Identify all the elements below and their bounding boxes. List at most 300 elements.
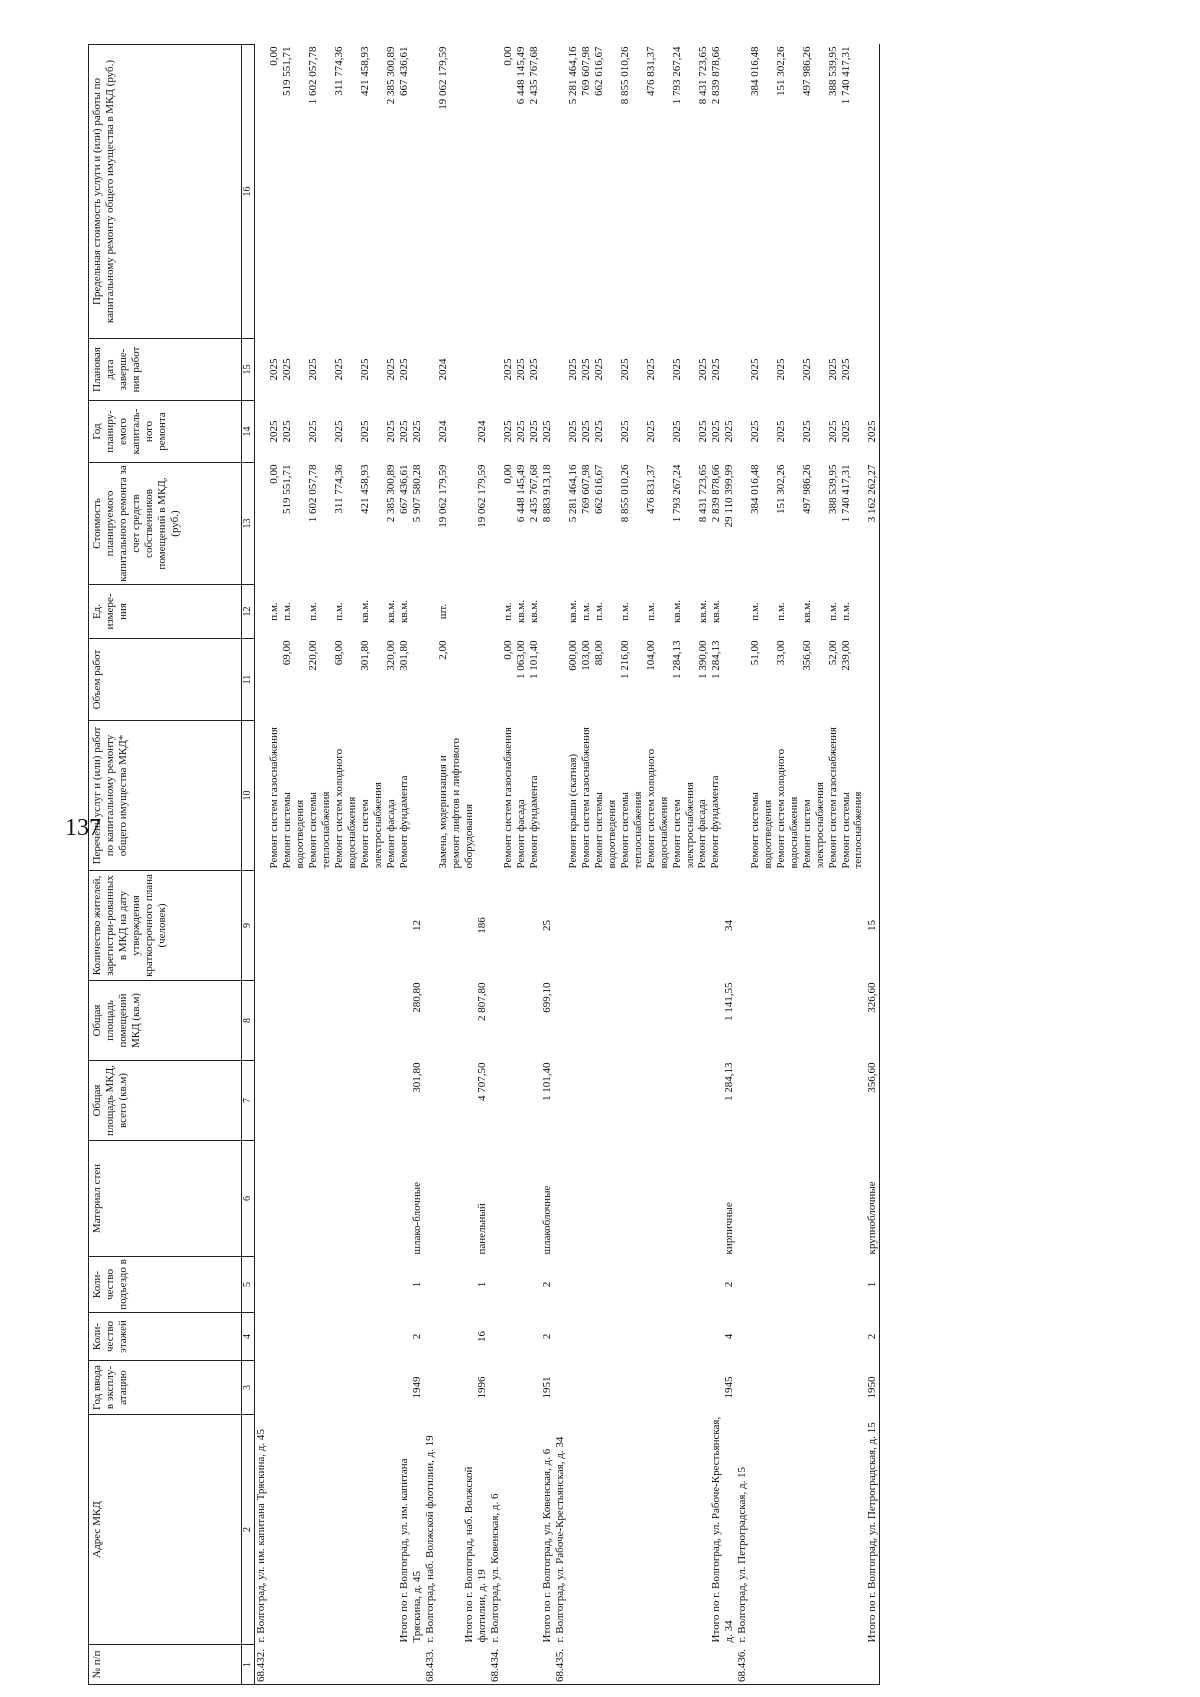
work-volume: 301,80: [397, 640, 410, 671]
column-number: 4: [242, 1313, 255, 1361]
column-number: 6: [242, 1141, 255, 1257]
empty-cell: [554, 45, 567, 339]
empty-cell: [424, 639, 437, 721]
work-end-date: 2025: [618, 358, 631, 381]
work-name: Ремонт фасада: [514, 799, 527, 869]
capital-repair-table: [88, 44, 880, 1685]
total-label: Итого по г. Волгоград, ул. Ковенская, д. 6: [540, 1448, 553, 1643]
total-year: 2025: [540, 420, 553, 443]
work-end-date: 2025: [306, 358, 319, 381]
work-end-date: 2025: [501, 358, 514, 381]
work-end-dates: [437, 339, 489, 401]
work-year: 2025: [306, 420, 319, 443]
empty-cell: [437, 1645, 489, 1685]
work-limit-cost: 421 458,93: [358, 46, 371, 96]
work-units: [437, 585, 489, 639]
work-volume: 104,00: [644, 640, 657, 671]
total-cost: 8 883 913,18: [540, 464, 553, 523]
work-cost: 8 431 723,65: [696, 464, 709, 523]
column-number: 2: [242, 1415, 255, 1645]
work-limit-cost: 8 855 010,26: [618, 46, 631, 105]
wall-material: крупноблочные: [749, 1141, 879, 1257]
work-year: 2025: [618, 420, 631, 443]
empty-cell: [736, 639, 749, 721]
empty-cell: [255, 1061, 268, 1141]
work-unit: кв.м.: [527, 600, 540, 623]
empty-cell: [489, 1141, 502, 1257]
work-item: [671, 723, 697, 869]
rotated-table-container: [88, 45, 1200, 1685]
work-limit-costs: [268, 45, 424, 339]
work-years: [749, 401, 879, 463]
empty-cell: [255, 339, 268, 401]
work-name: Ремонт систем холодного водоснабжения: [332, 748, 358, 869]
empty-cell: [736, 585, 749, 639]
area-rooms: 2 807,80: [475, 982, 488, 1021]
work-cost: 0,00: [267, 464, 280, 484]
work-volume: 51,00: [748, 640, 761, 666]
column-header: Ед. измере-ния: [89, 585, 242, 639]
empty-cell: [489, 1313, 502, 1361]
work-cost: 662 616,67: [592, 464, 605, 514]
empty-cell: [554, 981, 567, 1061]
work-years: [502, 401, 554, 463]
row-number: 68.432.: [255, 1645, 268, 1685]
area-rooms: 1 141,55: [722, 982, 735, 1021]
work-unit: п.м.: [748, 602, 761, 621]
work-unit: п.м.: [306, 602, 319, 621]
work-volumes: [567, 639, 736, 721]
work-unit: п.м.: [826, 602, 839, 621]
work-cost: 311 774,36: [332, 464, 345, 514]
area-rooms: 280,80: [410, 982, 423, 1013]
work-volume: 1 284,13: [709, 640, 722, 679]
work-item: [307, 723, 333, 869]
work-cost: 667 436,61: [397, 464, 410, 514]
column-number: 8: [242, 981, 255, 1061]
work-year: 2025: [514, 420, 527, 443]
empty-cell: [554, 401, 567, 463]
block-row: [749, 45, 879, 1685]
year-built: 1996: [475, 1376, 488, 1399]
address: г. Волгоград, ул. Петроградская, д. 15: [735, 1466, 748, 1643]
work-year: 2025: [358, 420, 371, 443]
empty-cell: [255, 1141, 268, 1257]
work-names: [567, 721, 736, 871]
work-end-dates: [502, 339, 554, 401]
work-limit-cost: 8 431 723,65: [696, 46, 709, 105]
empty-cell: [489, 1257, 502, 1313]
work-unit: п.м.: [774, 602, 787, 621]
work-end-date: 2025: [358, 358, 371, 381]
empty-cell: [255, 721, 268, 871]
total-year: 2025: [865, 420, 878, 443]
column-header: Перечень услуг и (или) работ по капитальному ремонту общего имущества МКД*: [89, 721, 242, 871]
work-end-date: 2025: [280, 358, 293, 381]
column-number: 12: [242, 585, 255, 639]
work-name: Ремонт систем электроснабжения: [358, 782, 384, 869]
work-names: [749, 721, 879, 871]
work-limit-cost: 0,00: [267, 46, 280, 66]
column-header: Год планиру-емого капиталь-ного ремонта: [89, 401, 242, 463]
work-item: [619, 723, 645, 869]
empty-cell: [489, 339, 502, 401]
address: г. Волгоград, ул. Рабоче-Крестьянская, д. 34: [553, 1436, 566, 1643]
empty-cell: [489, 45, 502, 339]
work-name: Ремонт систем холодного водоснабжения: [644, 748, 670, 869]
row-number: 68.436.: [736, 1645, 749, 1685]
column-number: 11: [242, 639, 255, 721]
work-end-date: 2025: [514, 358, 527, 381]
work-volume: 1 390,00: [696, 640, 709, 679]
work-end-date: 2025: [696, 358, 709, 381]
empty-cell: [736, 721, 749, 871]
area-total: 4 707,50: [475, 1062, 488, 1101]
work-end-date: 2024: [436, 358, 449, 381]
work-volumes: [749, 639, 879, 721]
empty-cell: [489, 981, 502, 1061]
work-unit: п.м.: [579, 602, 592, 621]
empty-cell: [424, 871, 437, 981]
work-volume: 600,00: [566, 640, 579, 671]
work-item: [645, 723, 671, 869]
address-row: [255, 45, 268, 1685]
work-item: [268, 723, 281, 869]
empty-cell: [554, 339, 567, 401]
column-number: 9: [242, 871, 255, 981]
work-year: 2025: [592, 420, 605, 443]
empty-cell: [424, 401, 437, 463]
work-volume: 33,00: [774, 640, 787, 666]
empty-cell: [554, 639, 567, 721]
year-built: 1950: [749, 1361, 879, 1415]
residents: 15: [749, 871, 879, 981]
total-cost: 29 110 399,99: [722, 464, 735, 528]
work-unit: п.м.: [839, 602, 852, 621]
address-row: [424, 45, 437, 1685]
work-limit-cost: 311 774,36: [332, 46, 345, 96]
work-end-date: 2025: [826, 358, 839, 381]
empty-cell: [554, 1313, 567, 1361]
empty-cell: [736, 45, 749, 339]
work-unit: кв.м.: [566, 600, 579, 623]
empty-cell: [736, 981, 749, 1061]
area-rooms: 326,60: [749, 981, 879, 1061]
work-limit-costs: [567, 45, 736, 339]
work-item: [398, 723, 411, 869]
empty-cell: [489, 585, 502, 639]
work-name: Ремонт фасада: [696, 799, 709, 869]
work-unit: кв.м.: [358, 600, 371, 623]
wall-material: панельный: [475, 1203, 488, 1255]
work-year: 2025: [696, 420, 709, 443]
work-volume: 52,00: [826, 640, 839, 666]
work-cost: 151 302,26: [774, 464, 787, 514]
work-years: [567, 401, 736, 463]
work-name: Ремонт систем газоснабжения: [826, 727, 839, 869]
work-end-date: 2025: [800, 358, 813, 381]
column-header: № п/п: [89, 1645, 242, 1685]
residents: 186: [475, 917, 488, 934]
empty-cell: [255, 871, 268, 981]
work-unit: п.м.: [501, 602, 514, 621]
residents: 25: [540, 920, 553, 931]
entrances: 1: [410, 1281, 423, 1288]
empty-cell: [554, 1141, 567, 1257]
empty-cell: [255, 45, 268, 339]
work-units: [749, 585, 879, 639]
total-year: 2025: [410, 420, 423, 443]
work-unit: п.м.: [592, 602, 605, 621]
work-year: 2025: [774, 420, 787, 443]
work-volume: 220,00: [306, 640, 319, 671]
empty-cell: [255, 585, 268, 639]
work-end-date: 2025: [774, 358, 787, 381]
column-header: Адрес МКД: [89, 1415, 242, 1645]
work-cost: 519 551,71: [280, 464, 293, 514]
work-end-date: 2025: [267, 358, 280, 381]
work-cost: 497 986,26: [800, 464, 813, 514]
wall-material: шлакоблочные: [540, 1185, 553, 1255]
work-units: [502, 585, 554, 639]
work-years: [268, 401, 424, 463]
total-cost: 5 907 580,28: [410, 464, 423, 523]
empty-cell: [567, 1645, 736, 1685]
work-unit: кв.м.: [514, 600, 527, 623]
work-cost: 2 435 767,68: [527, 464, 540, 523]
work-volume: 2,00: [436, 640, 449, 660]
empty-cell: [255, 401, 268, 463]
residents: 34: [722, 920, 735, 931]
entrances: 2: [722, 1281, 735, 1288]
work-cost: 8 855 010,26: [618, 464, 631, 523]
work-item: [709, 723, 722, 869]
work-item: [593, 723, 619, 869]
empty-cell: [554, 1257, 567, 1313]
work-item: [801, 723, 827, 869]
work-item: [827, 723, 840, 869]
total-cost: 19 062 179,59: [475, 464, 488, 528]
empty-cell: [489, 1361, 502, 1415]
work-name: Ремонт системы водоотведения: [280, 792, 306, 869]
work-volume: 1 216,00: [618, 640, 631, 679]
work-year: 2025: [566, 420, 579, 443]
work-names: [502, 721, 554, 871]
column-number: 1: [242, 1645, 255, 1685]
empty-cell: [255, 639, 268, 721]
entrances: 1: [749, 1257, 879, 1313]
column-number: 15: [242, 339, 255, 401]
table-body: [255, 45, 880, 1685]
area-total: 1 284,13: [722, 1062, 735, 1101]
work-cost: 1 740 417,31: [839, 464, 852, 523]
area-total: 1 101,40: [540, 1062, 553, 1101]
address: г. Волгоград, ул. Ковенская, д. 6: [488, 1493, 501, 1643]
work-unit: п.м.: [644, 602, 657, 621]
empty-cell: [424, 1313, 437, 1361]
empty-cell: [424, 1257, 437, 1313]
work-cost: 19 062 179,59: [436, 464, 449, 528]
work-year: 2025: [839, 420, 852, 443]
address: г. Волгоград, наб. Волжской флотилии, д. 19: [423, 1435, 436, 1643]
work-name: Ремонт системы водоотведения: [748, 792, 774, 869]
residents: 12: [410, 920, 423, 931]
work-cost: 1 793 267,24: [670, 464, 683, 523]
work-costs: [749, 463, 879, 585]
work-costs: [268, 463, 424, 585]
year-built: 1951: [540, 1376, 553, 1399]
work-name: Ремонт фасада: [384, 799, 397, 869]
work-year: 2025: [670, 420, 683, 443]
empty-cell: [424, 1141, 437, 1257]
work-unit: шт.: [436, 603, 449, 620]
empty-cell: [554, 871, 567, 981]
work-volume: 320,00: [384, 640, 397, 671]
work-item: [567, 723, 580, 869]
empty-cell: [424, 721, 437, 871]
work-end-date: 2025: [644, 358, 657, 381]
empty-cell: [489, 639, 502, 721]
work-item: [385, 723, 398, 869]
work-unit: кв.м.: [696, 600, 709, 623]
empty-cell: [255, 1313, 268, 1361]
work-unit: кв.м.: [800, 600, 813, 623]
work-names: [268, 721, 424, 871]
work-end-date: 2025: [566, 358, 579, 381]
empty-cell: [554, 463, 567, 585]
work-name: Ремонт системы водоотведения: [592, 792, 618, 869]
block-row: [268, 45, 424, 1685]
row-number: 68.435.: [554, 1645, 567, 1685]
total-year: 2025: [722, 420, 735, 443]
work-unit: п.м.: [618, 602, 631, 621]
work-units: [268, 585, 424, 639]
work-item: [840, 723, 866, 869]
empty-cell: [255, 1257, 268, 1313]
column-header: Объем работ: [89, 639, 242, 721]
work-end-date: 2025: [527, 358, 540, 381]
empty-cell: [749, 1645, 879, 1685]
empty-cell: [736, 1061, 749, 1141]
work-name: Ремонт систем электроснабжения: [800, 782, 826, 869]
work-end-date: 2025: [709, 358, 722, 381]
column-header: Общая площадь МКД, всего (кв.м): [89, 1061, 242, 1141]
total-label: Итого по г. Волгоград, наб. Волжской флотилии, д. 19: [462, 1466, 488, 1643]
work-end-date: 2025: [384, 358, 397, 381]
work-limit-costs: [502, 45, 554, 339]
work-name: Замена, модернизация и ремонт лифтов и лифтового оборудования: [436, 737, 475, 869]
work-cost: 6 448 145,49: [514, 464, 527, 523]
empty-cell: [255, 981, 268, 1061]
work-volumes: [268, 639, 424, 721]
block-row: [502, 45, 554, 1685]
block-row: [567, 45, 736, 1685]
work-volume: 301,80: [358, 640, 371, 671]
work-name: Ремонт фундамента: [397, 775, 410, 869]
floors: 2: [540, 1333, 553, 1340]
work-end-date: 2025: [592, 358, 605, 381]
work-item: [775, 723, 801, 869]
work-costs: [437, 463, 489, 585]
work-volume: [268, 641, 281, 719]
work-volume: 1 063,00: [514, 640, 527, 679]
work-item: [696, 723, 709, 869]
work-item: [281, 723, 307, 869]
work-limit-cost: 151 302,26: [774, 46, 787, 96]
work-end-date: 2025: [332, 358, 345, 381]
wall-material: кирпичные: [722, 1202, 735, 1255]
work-name: Ремонт систем газоснабжения: [267, 727, 280, 869]
work-unit: кв.м.: [709, 600, 722, 623]
work-limit-cost: 2 435 767,68: [527, 46, 540, 105]
empty-cell: [502, 1645, 554, 1685]
area-total: 356,60: [749, 1061, 879, 1141]
address-row: [489, 45, 502, 1685]
address-row: [554, 45, 567, 1685]
work-limit-cost: 519 551,71: [280, 46, 293, 96]
work-item: [333, 723, 359, 869]
work-volume: 0,00: [501, 640, 514, 660]
empty-cell: [489, 463, 502, 585]
work-end-dates: [268, 339, 424, 401]
work-cost: 2 839 878,66: [709, 464, 722, 523]
empty-cell: [489, 1061, 502, 1141]
empty-cell: [489, 721, 502, 871]
work-cost: 2 385 300,89: [384, 464, 397, 523]
column-header: Количество жителей, зарегистри-рованных в МКД на дату утверждения краткосрочного плана (человек): [89, 871, 242, 981]
work-unit: п.м.: [280, 602, 293, 621]
work-name: Ремонт крыши (скатная): [566, 753, 579, 869]
work-limit-cost: 6 448 145,49: [514, 46, 527, 105]
work-limit-cost: 1 602 057,78: [306, 46, 319, 105]
empty-cell: [736, 1141, 749, 1257]
work-item: [580, 723, 593, 869]
empty-cell: [255, 463, 268, 585]
work-years: [437, 401, 489, 463]
empty-cell: [255, 1361, 268, 1415]
row-number: 68.434.: [489, 1645, 502, 1685]
work-cost: 769 607,98: [579, 464, 592, 514]
work-cost: 5 281 464,16: [566, 464, 579, 523]
work-item: [502, 723, 515, 869]
column-header: Предельная стоимость услуги и (или) работы по капитальному ремонту общего имущества в МКД (руб.): [89, 45, 242, 339]
empty-cell: [736, 871, 749, 981]
work-year: 2025: [527, 420, 540, 443]
work-cost: 388 539,95: [826, 464, 839, 514]
floors: 2: [749, 1313, 879, 1361]
work-name: Ремонт систем электроснабжения: [670, 782, 696, 869]
work-year: 2024: [436, 420, 449, 443]
column-number-row: [242, 45, 255, 1685]
work-costs: [502, 463, 554, 585]
column-header: Коли-чество подъездо в: [89, 1257, 242, 1313]
work-cost: 476 831,37: [644, 464, 657, 514]
entrances: 2: [540, 1281, 553, 1288]
work-unit: п.м.: [332, 602, 345, 621]
empty-cell: [736, 339, 749, 401]
work-year: 2025: [501, 420, 514, 443]
floors: 16: [475, 1331, 488, 1342]
work-end-date: 2025: [839, 358, 852, 381]
work-year: 2025: [579, 420, 592, 443]
work-item: [437, 723, 476, 869]
empty-cell: [736, 1361, 749, 1415]
block-row: [437, 45, 489, 1685]
work-year: 2025: [267, 420, 280, 443]
work-limit-cost: 662 616,67: [592, 46, 605, 96]
work-year: 2025: [384, 420, 397, 443]
empty-cell: [554, 1061, 567, 1141]
